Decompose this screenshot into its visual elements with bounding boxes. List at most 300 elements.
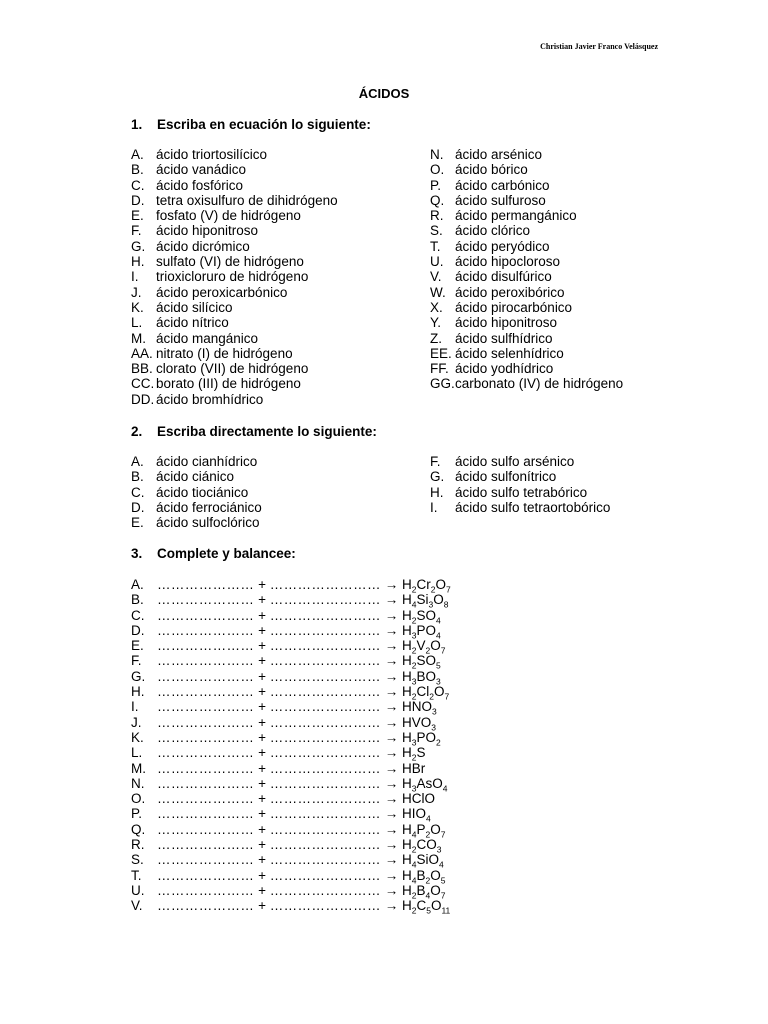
plus-sign: + [258,668,266,684]
product-formula [401,898,451,916]
equation-row [131,791,451,806]
item-text: ácido disulfúrico [455,269,552,285]
list-item [430,346,623,361]
item-letter: Y. [430,315,442,331]
formula-subscript: 3 [436,844,442,855]
item-letter: J. [131,284,142,300]
formula-element: O [430,638,441,654]
reactant-blank: …………………… [269,745,381,761]
product-formula [402,791,435,806]
product-formula [401,729,441,748]
arrow-icon: → [384,714,399,730]
reactant-blank: …………………… [269,867,381,883]
plus-sign: + [258,729,266,745]
formula-element: H [401,775,412,791]
equation-row [131,775,451,794]
reactant-blank: ………………… [157,592,255,608]
plus-sign: + [258,852,266,868]
reactant-blank: …………………… [269,699,381,715]
equation-letter: J. [131,714,142,730]
author-name: Christian Javier Franco Velásquez [540,42,658,51]
item-letter: N. [430,147,444,162]
formula-element: HClO [401,791,435,807]
formula-subscript: 4 [435,615,441,626]
reactant-blank: …………………… [269,714,381,730]
reactant-blank: …………………… [269,882,381,898]
plus-sign: + [258,653,266,669]
list-item [131,331,338,346]
list-item [430,331,623,346]
formula-subscript: 7 [445,584,451,595]
section3-equation-list [131,577,451,914]
formula-subscript: 2 [435,737,441,748]
list-item [430,285,623,300]
plus-sign: + [258,745,266,761]
list-item [430,147,623,162]
list-item [430,376,623,391]
product-formula [401,668,441,687]
equation-row [131,806,451,825]
plus-sign: + [258,791,266,807]
reactant-blank: ………………… [157,791,255,807]
item-text: ácido tiociánico [156,484,249,500]
arrow-icon: → [384,775,399,791]
plus-sign: + [258,867,266,883]
equation-letter: I. [131,699,139,715]
reactant-blank: ………………… [157,622,255,638]
formula-element: P [416,821,426,837]
item-letter: E. [131,208,144,224]
reactant-blank: ………………… [157,714,255,730]
formula-subscript: 2 [411,752,417,763]
item-text: ácido pirocarbónico [455,299,573,315]
reactant-blank: …………………… [269,638,381,654]
item-letter: X. [430,299,443,315]
equation-row [131,684,451,702]
item-letter: L. [131,315,143,331]
item-text: ácido dicrómico [156,238,250,254]
equation-row [131,577,451,595]
list-item [131,162,338,177]
formula-element: H [401,745,412,761]
formula-element: S [416,745,426,761]
arrow-icon: → [384,653,399,669]
item-text: ácido vanádico [156,162,247,178]
formula-subscript: 5 [440,875,446,886]
item-letter: H. [430,484,444,500]
reactant-blank: ………………… [157,745,255,761]
item-letter: F. [430,454,441,469]
item-text: ácido sulfuroso [455,192,546,208]
item-text: fosfato (V) de hidrógeno [156,208,301,224]
equation-row [131,882,451,901]
item-text: ácido bromhídrico [156,391,264,407]
list-item [131,147,338,162]
product-formula [401,653,441,672]
equation-row [131,745,451,763]
arrow-icon: → [384,791,399,807]
section1-right-list [430,147,623,392]
equation-row [131,653,451,672]
list-item [131,469,262,484]
item-letter: A. [131,147,144,162]
arrow-icon: → [384,821,399,837]
item-letter: F. [131,223,142,239]
section1-number: 1. [131,117,143,132]
product-formula [401,577,451,595]
formula-subscript: 2 [411,691,417,702]
reactant-blank: ………………… [157,760,255,776]
equation-letter: V. [131,898,143,914]
formula-element: Si [416,592,429,608]
formula-subscript: 4 [425,890,431,901]
formula-element: PO [416,729,436,745]
plus-sign: + [258,714,266,730]
plus-sign: + [258,622,266,638]
item-text: ácido ciánico [156,469,235,485]
formula-subscript: 2 [411,615,417,626]
item-letter: A. [131,454,144,469]
item-letter: AA. [131,345,153,361]
arrow-icon: → [384,622,399,638]
equation-row [131,821,451,840]
item-letter: U. [430,254,444,270]
item-text: ácido bórico [455,162,528,178]
item-text: sulfato (VI) de hidrógeno [156,254,304,270]
section3-number: 3. [131,546,143,561]
formula-subscript: 7 [440,829,446,840]
formula-subscript: 2 [425,645,431,656]
arrow-icon: → [384,668,399,684]
formula-element: HVO [401,714,432,730]
formula-element: H [401,622,412,638]
item-letter: D. [131,192,145,208]
formula-subscript: 2 [411,584,417,595]
arrow-icon: → [384,638,399,654]
reactant-blank: …………………… [269,592,381,608]
arrow-icon: → [384,607,399,623]
arrow-icon: → [384,745,399,761]
list-item [131,515,262,530]
item-letter: K. [131,299,144,315]
section3-heading-text: Complete y balancee: [157,546,296,561]
list-item [131,485,262,500]
arrow-icon: → [384,699,399,715]
formula-element: AsO [416,775,443,791]
formula-element: H [401,653,412,669]
reactant-blank: ………………… [157,668,255,684]
item-text: ácido carbónico [455,177,550,193]
list-item [430,454,610,469]
item-letter: E. [131,515,144,531]
item-letter: EE. [430,345,452,361]
arrow-icon: → [384,882,399,898]
formula-element: H [401,852,412,868]
equation-letter: H. [131,684,145,700]
product-formula [401,882,446,901]
item-text: ácido sulfo tetraortobórico [455,499,611,515]
plus-sign: + [258,882,266,898]
item-text: carbonato (IV) de hidrógeno [455,376,624,392]
formula-element: H [401,592,412,608]
plus-sign: + [258,821,266,837]
formula-element: PO [416,622,436,638]
formula-element: O [433,592,444,608]
item-text: ácido fosfórico [156,177,244,193]
reactant-blank: …………………… [269,791,381,807]
formula-subscript: 7 [440,890,446,901]
formula-subscript: 8 [443,599,449,610]
item-letter: G. [430,469,445,485]
formula-subscript: 2 [430,584,436,595]
equation-letter: S. [131,852,144,868]
section1-heading-text: Escriba en ecuación lo siguiente: [157,117,371,132]
equation-letter: B. [131,592,144,608]
equation-letter: F. [131,653,142,669]
list-item [131,223,338,238]
product-formula [401,745,426,763]
item-text: ácido selenhídrico [455,345,564,361]
formula-element: H [401,898,412,914]
formula-subscript: 4 [411,829,417,840]
reactant-blank: …………………… [269,653,381,669]
list-item [430,223,623,238]
item-letter: C. [131,484,145,500]
formula-subscript: 3 [411,737,417,748]
list-item [131,346,338,361]
reactant-blank: ………………… [157,684,255,700]
equation-letter: A. [131,577,144,592]
product-formula [401,775,448,794]
formula-element: H [401,729,412,745]
list-item [131,254,338,269]
formula-subscript: 7 [444,691,450,702]
formula-element: H [401,821,412,837]
item-letter: O. [430,162,445,178]
reactant-blank: ………………… [157,852,255,868]
formula-element: O [430,867,441,883]
list-item [430,178,623,193]
equation-row [131,729,451,748]
plus-sign: + [258,837,266,853]
formula-subscript: 2 [411,661,417,672]
list-item [131,269,338,284]
formula-element: HIO [401,806,426,822]
page-title: ÁCIDOS [358,86,410,101]
equation-row [131,668,451,687]
formula-element: CO [416,837,437,853]
list-item [430,469,610,484]
formula-element: H [401,684,412,700]
list-item [430,500,610,515]
formula-subscript: 2 [429,691,434,702]
product-formula [401,837,442,855]
reactant-blank: …………………… [269,607,381,623]
item-text: ácido sulfo arsénico [455,454,575,469]
item-letter: I. [430,499,438,515]
section1-heading [131,117,371,132]
product-formula [401,638,446,656]
reactant-blank: …………………… [269,684,381,700]
product-formula [402,761,425,776]
item-text: ácido sulfonítrico [455,469,557,485]
reactant-blank: …………………… [269,668,381,684]
reactant-blank: …………………… [269,837,381,853]
formula-element: B [416,882,426,898]
item-text: ácido peroxicarbónico [156,284,288,300]
formula-subscript: 7 [440,645,446,656]
arrow-icon: → [384,592,399,608]
product-formula [401,852,444,871]
section2-right-list [430,454,610,515]
arrow-icon: → [384,729,399,745]
item-letter: V. [430,269,442,285]
section1-left-list [131,147,338,407]
item-text: ácido arsénico [455,147,543,162]
list-item [131,315,338,330]
formula-element: O [430,898,442,914]
item-letter: D. [131,499,145,515]
list-item [430,239,623,254]
reactant-blank: ………………… [157,882,255,898]
item-letter: T. [430,238,441,254]
item-letter: C. [131,177,145,193]
list-item [430,485,610,500]
item-text: ácido sulfoclórico [156,515,260,531]
product-formula [401,714,436,733]
equation-row [131,852,451,871]
item-text: ácido peryódico [455,238,550,254]
formula-subscript: 4 [425,814,431,825]
formula-element: O [430,882,441,898]
item-text: ácido sulfo tetrabórico [455,484,588,500]
item-letter: H. [131,254,145,270]
list-item [131,392,338,407]
formula-element: H [401,668,412,684]
formula-element: Cl [416,684,430,700]
list-item [131,239,338,254]
arrow-icon: → [384,898,399,914]
formula-subscript: 2 [425,829,431,840]
formula-subscript: 2 [411,890,417,901]
list-item [131,454,262,469]
equation-letter: R. [131,837,145,853]
formula-element: Cr [416,577,431,592]
equation-letter: M. [131,760,146,776]
item-text: ácido nítrico [156,315,229,331]
item-letter: P. [430,177,442,193]
reactant-blank: …………………… [269,729,381,745]
formula-subscript: 5 [426,905,431,916]
list-item [131,500,262,515]
item-text: ácido yodhídrico [455,361,554,377]
arrow-icon: → [384,760,399,776]
item-text: ácido cianhídrico [156,454,258,469]
list-item [430,208,623,223]
reactant-blank: ………………… [157,607,255,623]
plus-sign: + [258,607,266,623]
plus-sign: + [258,592,266,608]
equation-row [131,638,451,656]
reactant-blank: ………………… [157,867,255,883]
equation-row [131,714,451,733]
reactant-blank: ………………… [157,821,255,837]
plus-sign: + [258,760,266,776]
reactant-blank: …………………… [269,821,381,837]
formula-subscript: 2 [411,645,417,656]
formula-subscript: 2 [425,875,431,886]
formula-subscript: 3 [431,722,436,733]
reactant-blank: ………………… [157,806,255,822]
item-letter: R. [430,208,444,224]
formula-element: O [435,577,446,592]
equation-letter: K. [131,729,144,745]
reactant-blank: ………………… [157,729,255,745]
formula-subscript: 3 [411,783,417,794]
item-text: ácido hiponitroso [455,315,558,331]
formula-element: SO [416,653,436,669]
formula-subscript: 3 [431,707,437,718]
formula-element: HBr [401,760,426,776]
list-item [131,193,338,208]
formula-subscript: 4 [435,630,441,641]
item-letter: M. [131,330,146,346]
item-text: ácido mangánico [156,330,259,346]
equation-letter: L. [131,745,143,761]
item-letter: S. [430,223,443,239]
equation-letter: U. [131,882,145,898]
plus-sign: + [258,684,266,700]
list-item [430,269,623,284]
reactant-blank: ………………… [157,577,255,592]
plus-sign: + [258,638,266,654]
reactant-blank: ………………… [157,837,255,853]
formula-subscript: 5 [435,661,441,672]
item-text: ácido sulfhídrico [455,330,553,346]
equation-row [131,761,451,776]
formula-element: V [416,638,426,654]
plus-sign: + [258,898,266,914]
item-letter: Q. [430,192,445,208]
plus-sign: + [258,775,266,791]
formula-subscript: 4 [438,860,444,871]
product-formula [401,806,431,825]
formula-subscript: 4 [442,783,448,794]
product-formula [401,622,441,641]
arrow-icon: → [384,577,399,592]
equation-row [131,607,451,626]
list-item [430,254,623,269]
list-item [131,300,338,315]
plus-sign: + [258,806,266,822]
item-letter: DD. [131,391,155,407]
arrow-icon: → [384,806,399,822]
item-text: tetra oxisulfuro de dihidrógeno [156,192,338,208]
section2-left-list [131,454,262,530]
equation-letter: O. [131,791,146,807]
formula-subscript: 2 [411,844,417,855]
equation-row [131,622,451,641]
list-item [430,361,623,376]
reactant-blank: ………………… [157,699,255,715]
item-letter: G. [131,238,146,254]
reactant-blank: …………………… [269,852,381,868]
arrow-icon: → [384,684,399,700]
item-text: clorato (VII) de hidrógeno [156,361,309,377]
plus-sign: + [258,699,266,715]
formula-subscript: 3 [428,599,434,610]
item-letter: GG. [430,376,455,392]
